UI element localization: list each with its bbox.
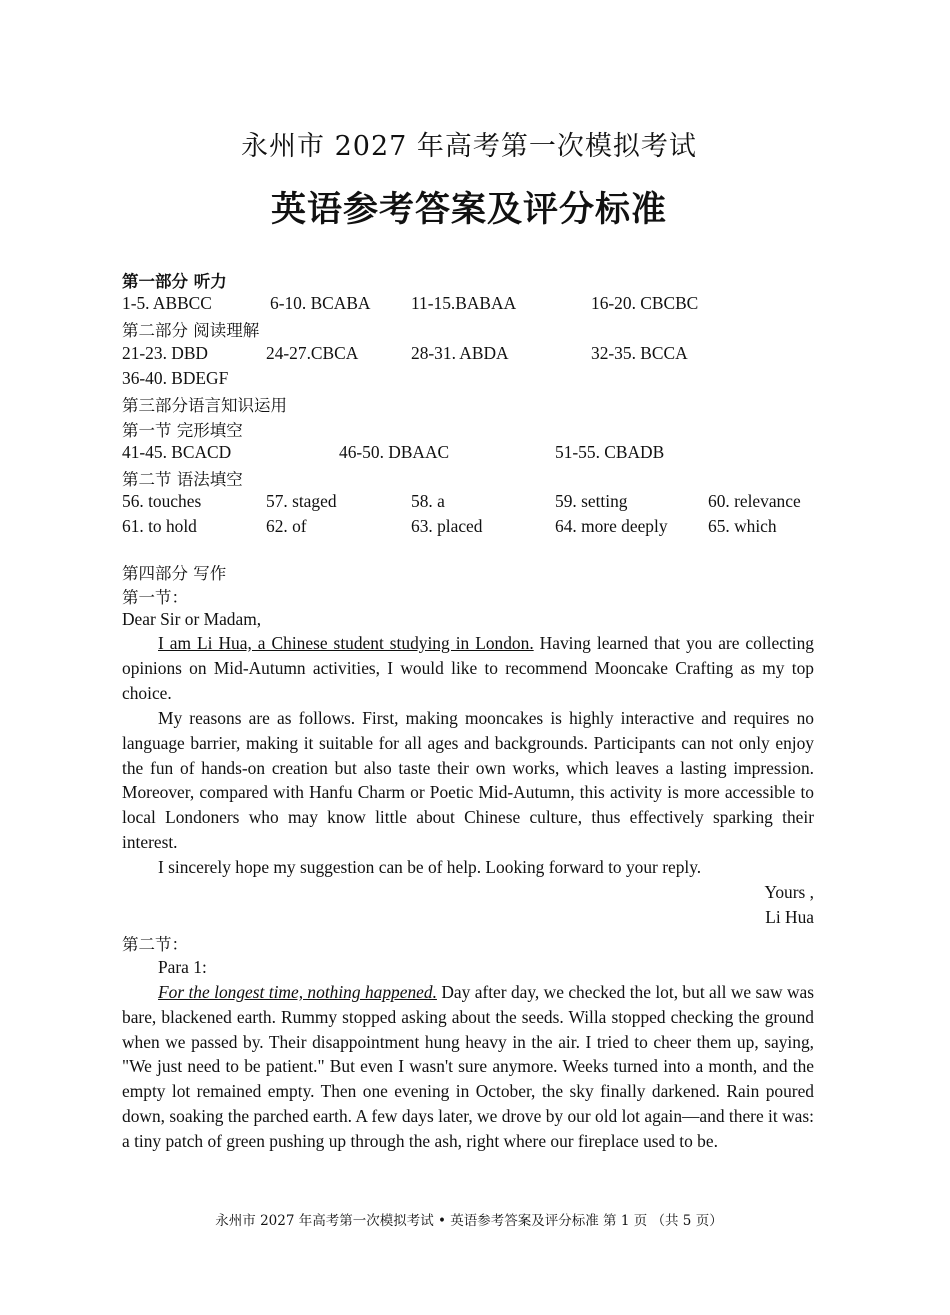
letter-paragraph: I sincerely hope my suggestion can be of help. Looking forward to your reply.: [158, 857, 702, 877]
answer-group: 28-31. ABDA: [411, 343, 509, 363]
para-label: Para 1:: [158, 957, 207, 977]
answer-item: 56. touches: [122, 491, 202, 511]
answer-item: 64. more deeply: [555, 516, 668, 536]
writing-section1-heading: 第一节：: [122, 588, 188, 607]
answer-item: 58. a: [411, 491, 445, 511]
answer-item: 61. to hold: [122, 516, 197, 536]
answer-group: 36-40. BDEGF: [122, 368, 229, 388]
letter-paragraph: [122, 631, 814, 705]
answer-item: 65. which: [708, 516, 777, 536]
answer-item: 63. placed: [411, 516, 483, 536]
letter-signature: Li Hua: [765, 907, 814, 927]
answer-group: 41-45. BCACD: [122, 442, 232, 462]
grammar-fill-heading: 第二节 语法填空: [122, 470, 243, 489]
answer-item: 60. relevance: [708, 491, 801, 511]
letter-paragraph: My reasons are as follows. First, making mooncakes is highly interactive and requires no language barrier, making it suitable for all ages and backgrounds. Participants can not only enjoy the fun of hands-on creation but also taste their own works, which leaves a lasting impression. Moreover, compared with Hanfu Charm or Poetic Mid-Autumn, this activity is more accessible to local Londoners who may know little about Chinese culture, thus effectively sparking their interest.: [122, 708, 814, 852]
answer-item: 57. staged: [266, 491, 337, 511]
cloze-heading: 第一节 完形填空: [122, 421, 243, 440]
part1-heading: 第一部分 听力: [122, 272, 227, 291]
answer-group: 11-15.BABAA: [411, 293, 517, 313]
answer-group: 24-27.CBCA: [266, 343, 359, 363]
exam-title: 永州市 2027 年高考第一次模拟考试: [241, 131, 697, 162]
document-title: 英语参考答案及评分标准: [270, 190, 667, 230]
paragraph-text: Having learned that you are collecting opinions on Mid-Autumn activities, I would like to recommend Mooncake Crafting as my top choice.: [122, 633, 814, 703]
part3-heading: 第三部分语言知识运用: [122, 396, 287, 415]
answer-item: 59. setting: [555, 491, 628, 511]
underlined-sentence: I am Li Hua, a Chinese student studying in London.: [158, 633, 534, 653]
paragraph-text: Day after day, we checked the lot, but all we saw was bare, blackened earth. Rummy stopped asking about the seeds. Willa stopped checking the ground when we passed by. Their disappointment hung heavy in the air. I tried to cheer them up, saying, "We just need to be patient." But even I wasn't sure anymore. Weeks turned into a month, and the empty lot remained empty. Then one evening in October, the sky finally darkened. Rain poured down, soaking the parched earth. A few days later, we drove by our old lot again—and there it was: a tiny patch of green pushing up through the ash, right where our fireplace used to be.: [122, 982, 814, 1151]
answer-group: 46-50. DBAAC: [339, 442, 450, 462]
answer-group: 6-10. BCABA: [270, 293, 371, 313]
page-footer: 永州市 2027 年高考第一次模拟考试 • 英语参考答案及评分标准 第 1 页 （共 5 页）: [215, 1213, 723, 1229]
answer-item: 62. of: [266, 516, 307, 536]
letter-greeting: Dear Sir or Madam,: [122, 609, 262, 629]
writing-section2-heading: 第二节：: [122, 935, 188, 954]
answer-group: 16-20. CBCBC: [591, 293, 699, 313]
part2-heading: 第二部分 阅读理解: [122, 321, 260, 340]
answer-group: 32-35. BCCA: [591, 343, 688, 363]
answer-group: 21-23. DBD: [122, 343, 208, 363]
underlined-sentence: For the longest time, nothing happened.: [158, 982, 437, 1002]
answer-group: 1-5. ABBCC: [122, 293, 212, 313]
story-paragraph: [122, 980, 814, 1154]
answer-group: 51-55. CBADB: [555, 442, 665, 462]
part4-heading: 第四部分 写作: [122, 564, 227, 583]
letter-closing: Yours ,: [764, 882, 814, 902]
